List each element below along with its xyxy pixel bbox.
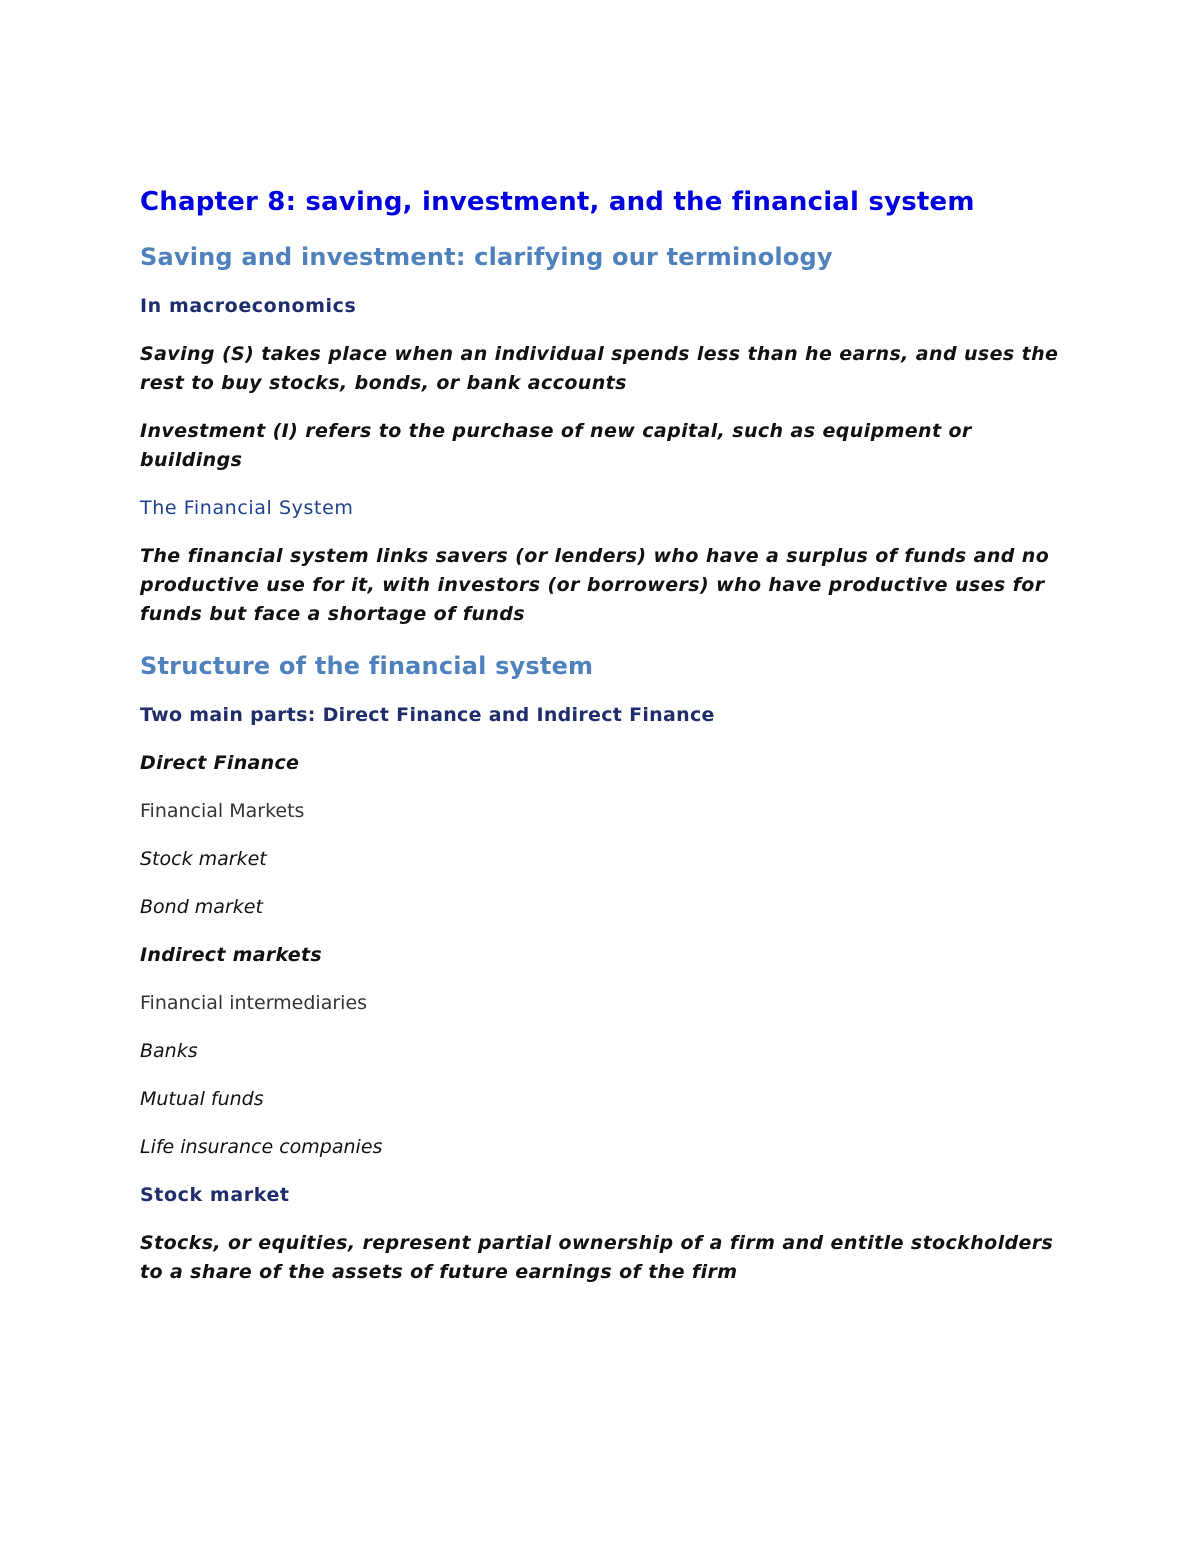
label-direct-finance: Direct Finance (140, 752, 300, 774)
investment-definition: Investment (I) refers to the purchase of new capital, such as equipment or buildings (140, 420, 972, 471)
chapter-title: Chapter 8: saving, investment, and the financial system (140, 187, 975, 217)
list-item-bond-market: Bond market (140, 896, 263, 918)
heading-two-main-parts: Two main parts: Direct Finance and Indirect Finance (140, 704, 715, 726)
list-item-stock-market: Stock market (140, 848, 267, 870)
stocks-definition: Stocks, or equities, represent partial ownership of a firm and entitle stockholders to a share of the assets of future earnings of the firm (140, 1232, 1054, 1283)
heading-financial-system: The Financial System (140, 497, 354, 519)
label-indirect-markets: Indirect markets (140, 944, 322, 966)
financial-system-definition: The financial system links savers (or lenders) who have a surplus of funds and no productive use for it, with investors (or borrowers) who have productive uses for funds but face a shortage of funds (140, 545, 1050, 625)
heading-in-macroeconomics: In macroeconomics (140, 295, 357, 317)
section-heading-saving-investment: Saving and investment: clarifying our terminology (140, 243, 833, 271)
heading-stock-market: Stock market (140, 1184, 290, 1206)
list-item-life-insurance: Life insurance companies (140, 1136, 383, 1158)
list-item-mutual-funds: Mutual funds (140, 1088, 264, 1110)
list-item-banks: Banks (140, 1040, 198, 1062)
saving-definition: Saving (S) takes place when an individual spends less than he earns, and uses the rest to buy stocks, bonds, or bank accounts (140, 343, 1059, 394)
document-page (140, 184, 1070, 1306)
label-financial-intermediaries: Financial intermediaries (140, 992, 368, 1014)
label-financial-markets: Financial Markets (140, 800, 305, 822)
section-heading-structure: Structure of the financial system (140, 652, 594, 680)
